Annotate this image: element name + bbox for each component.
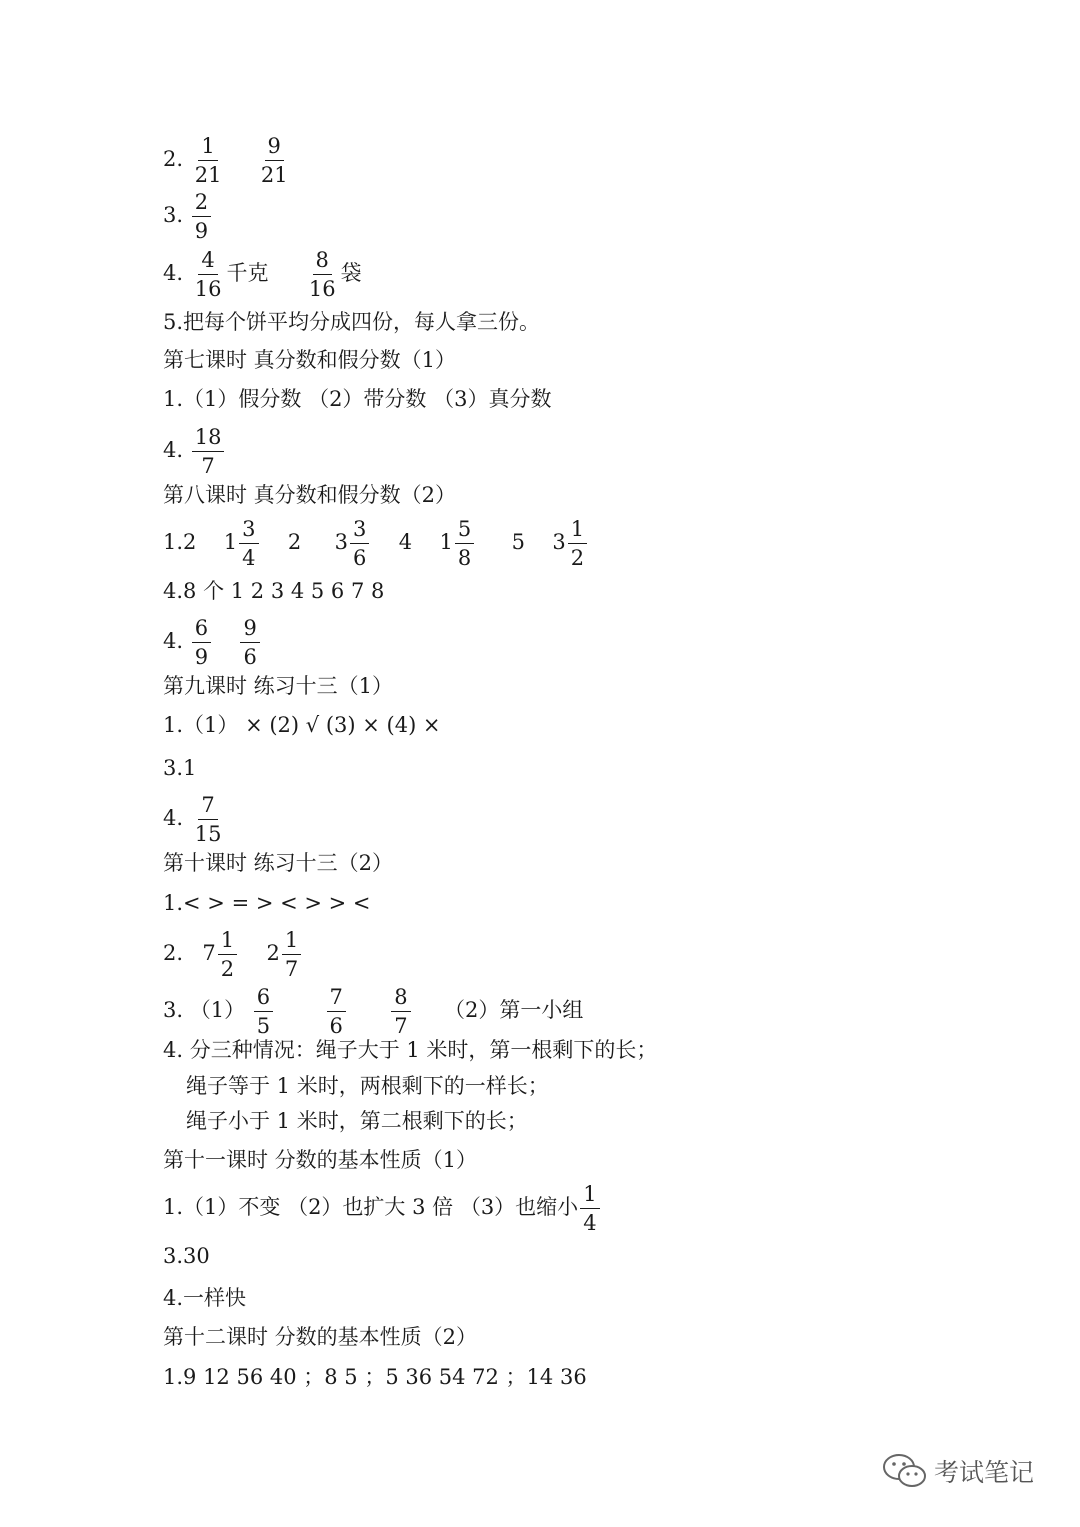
section-heading: 第七课时 真分数和假分数（1） bbox=[163, 348, 457, 372]
mixed-number: 7 $\frac{1}{2}$ bbox=[202, 941, 239, 965]
answer-line: 4.一样快 bbox=[163, 1286, 247, 1310]
fraction: $\frac{6}{5}$ bbox=[254, 985, 273, 1038]
mixed-number: 1 $\frac{5}{8}$ bbox=[440, 530, 477, 554]
answer-line: 1.2 1 $\frac{3}{4}$ 2 3 $\frac{3}{6}$ 4 1 $\frac{5}{8}$ 5 3 $\frac{1}{2}$ bbox=[163, 517, 589, 570]
answer-line: 3. （1） $\frac{6}{5}$ $\frac{7}{6}$ $\frac{8}{7}$ （2）第一小组 bbox=[163, 985, 584, 1039]
answer-line: 1.< > = > < > > < bbox=[163, 891, 371, 915]
section-heading: 第十课时 练习十三（2） bbox=[163, 851, 394, 875]
fraction: $\frac{9}{6}$ bbox=[240, 616, 259, 669]
answer-line: 2. 7 $\frac{1}{2}$ 2 $\frac{1}{7}$ bbox=[163, 928, 303, 981]
fraction: $\frac{9}{21}$ bbox=[260, 134, 288, 188]
answer-line: 3.30 bbox=[163, 1244, 210, 1268]
fraction: $\frac{8}{7}$ bbox=[391, 985, 410, 1038]
answer-line: 1.（1）假分数 （2）带分数 （3）真分数 bbox=[163, 387, 552, 411]
answer-line: 绳子等于 1 米时，两根剩下的一样长； bbox=[186, 1074, 549, 1098]
fraction: $\frac{7}{15}$ bbox=[194, 793, 222, 847]
watermark-text: 考试笔记 bbox=[934, 1458, 1035, 1487]
fraction: $\frac{2}{9}$ bbox=[192, 190, 211, 243]
mixed-number: 1 $\frac{3}{4}$ bbox=[224, 530, 261, 554]
fraction: $\frac{1}{4}$ bbox=[580, 1182, 599, 1235]
answer-line: 1.（1）不变 （2）也扩大 3 倍 （3）也缩小 $\frac{1}{4}$ bbox=[163, 1182, 602, 1235]
fraction: $\frac{6}{9}$ bbox=[192, 616, 211, 669]
fraction: $\frac{18}{7}$ bbox=[192, 425, 225, 478]
answer-line: 5.把每个饼平均分成四份，每人拿三份。 bbox=[163, 310, 541, 334]
answer-line: 3.1 bbox=[163, 756, 197, 780]
fraction: $\frac{1}{21}$ bbox=[194, 134, 222, 188]
answer-line: 4. $\frac{4}{16}$ 千克 $\frac{8}{16}$ 袋 bbox=[163, 248, 362, 302]
watermark bbox=[882, 1452, 1034, 1490]
wechat-logo-icon bbox=[882, 1452, 928, 1490]
fraction: $\frac{7}{6}$ bbox=[327, 985, 346, 1038]
answer-line: 2. $\frac{1}{21}$ $\frac{9}{21}$ bbox=[163, 134, 293, 187]
mixed-number: 2 $\frac{1}{7}$ bbox=[267, 941, 304, 965]
answer-line: 4. $\frac{7}{15}$ bbox=[163, 793, 226, 846]
section-heading: 第八课时 真分数和假分数（2） bbox=[163, 483, 457, 507]
answer-line: 1.9 12 56 40 ；8 5 ；5 36 54 72 ；14 36 bbox=[163, 1365, 587, 1389]
answer-line: 3. $\frac{2}{9}$ bbox=[163, 190, 213, 243]
section-heading: 第九课时 练习十三（1） bbox=[163, 674, 394, 698]
answer-line: 4. $\frac{18}{7}$ bbox=[163, 425, 226, 478]
answer-line: 4. $\frac{6}{9}$ $\frac{9}{6}$ bbox=[163, 616, 262, 669]
answer-line: 4.8 个 1 2 3 4 5 6 7 8 bbox=[163, 579, 385, 603]
section-heading: 第十一课时 分数的基本性质（1） bbox=[163, 1148, 478, 1172]
mixed-number: 3 $\frac{1}{2}$ bbox=[552, 530, 589, 554]
mixed-number: 3 $\frac{3}{6}$ bbox=[335, 530, 372, 554]
answer-line: 1.（1） × (2) √ (3) × (4) × bbox=[163, 713, 441, 737]
answer-line: 4. 分三种情况：绳子大于 1 米时，第一根剩下的长； bbox=[163, 1038, 658, 1062]
answer-line: 绳子小于 1 米时，第二根剩下的长； bbox=[186, 1109, 528, 1133]
fraction: $\frac{8}{16}$ bbox=[308, 248, 336, 302]
fraction: $\frac{4}{16}$ bbox=[194, 248, 222, 302]
section-heading: 第十二课时 分数的基本性质（2） bbox=[163, 1325, 478, 1349]
